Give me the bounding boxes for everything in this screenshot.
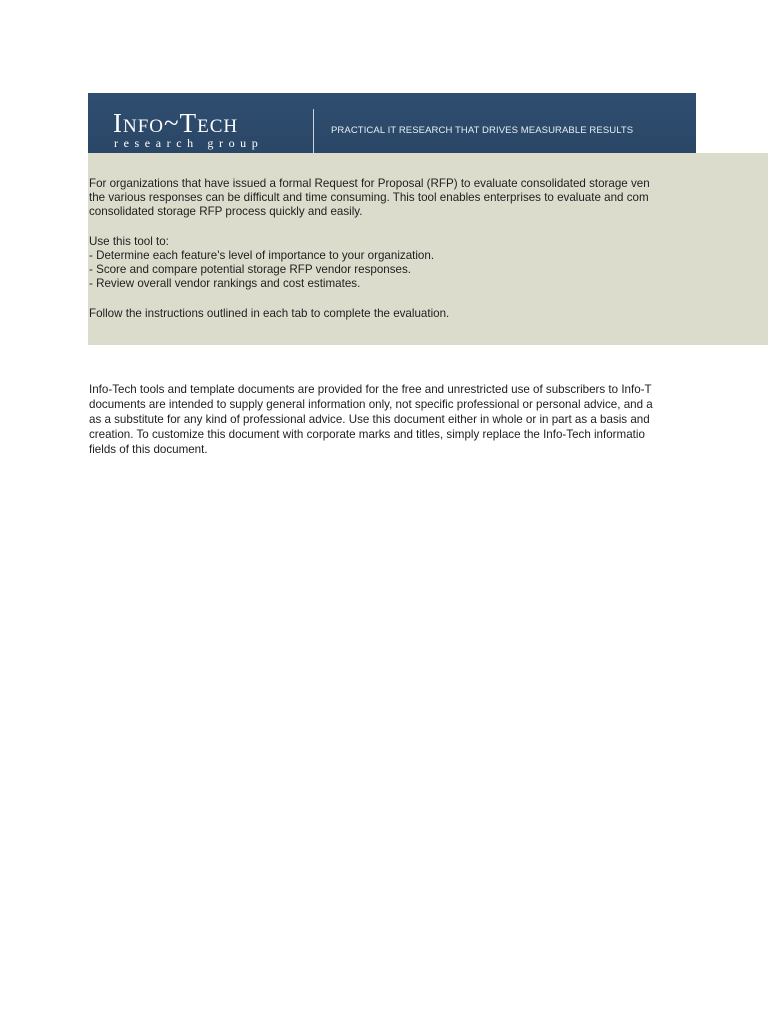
intro-line: - Determine each feature's level of importance to your organization. — [89, 249, 435, 262]
intro-line: the various responses can be difficult and time consuming. This tool enables enterprises to evaluate and com — [89, 191, 649, 204]
intro-line: Use this tool to: — [89, 235, 169, 248]
intro-text-area — [88, 153, 696, 345]
disclaimer-text — [88, 383, 696, 463]
info-tech-logo — [113, 108, 303, 152]
intro-line: consolidated storage RFP process quickly and easily. — [89, 205, 363, 218]
logo-wordmark: Info~Tech — [113, 108, 239, 138]
intro-line: Follow the instructions outlined in each tab to complete the evaluation. — [89, 307, 450, 320]
disclaimer-line: Info-Tech tools and template documents are provided for the free and unrestricted use of subscribers to Info-T — [89, 383, 652, 396]
disclaimer-line: as a substitute for any kind of professional advice. Use this document either in whole or in part as a basis and — [89, 413, 650, 426]
disclaimer-line: creation. To customize this document with corporate marks and titles, simply replace the Info-Tech informatio — [89, 428, 645, 441]
disclaimer-line: documents are intended to supply general information only, not specific professional or personal advice, and a — [89, 398, 653, 411]
banner-divider — [313, 109, 314, 153]
intro-line: - Score and compare potential storage RFP vendor responses. — [89, 263, 412, 276]
logo-subtitle: research group — [114, 136, 264, 150]
intro-panel — [88, 153, 768, 345]
disclaimer-line: fields of this document. — [89, 443, 208, 456]
intro-line: For organizations that have issued a formal Request for Proposal (RFP) to evaluate consolidated storage ven — [89, 177, 650, 190]
intro-line: - Review overall vendor rankings and cost estimates. — [89, 277, 361, 290]
banner-tagline: PRACTICAL IT RESEARCH THAT DRIVES MEASURABLE RESULTS — [331, 125, 634, 136]
